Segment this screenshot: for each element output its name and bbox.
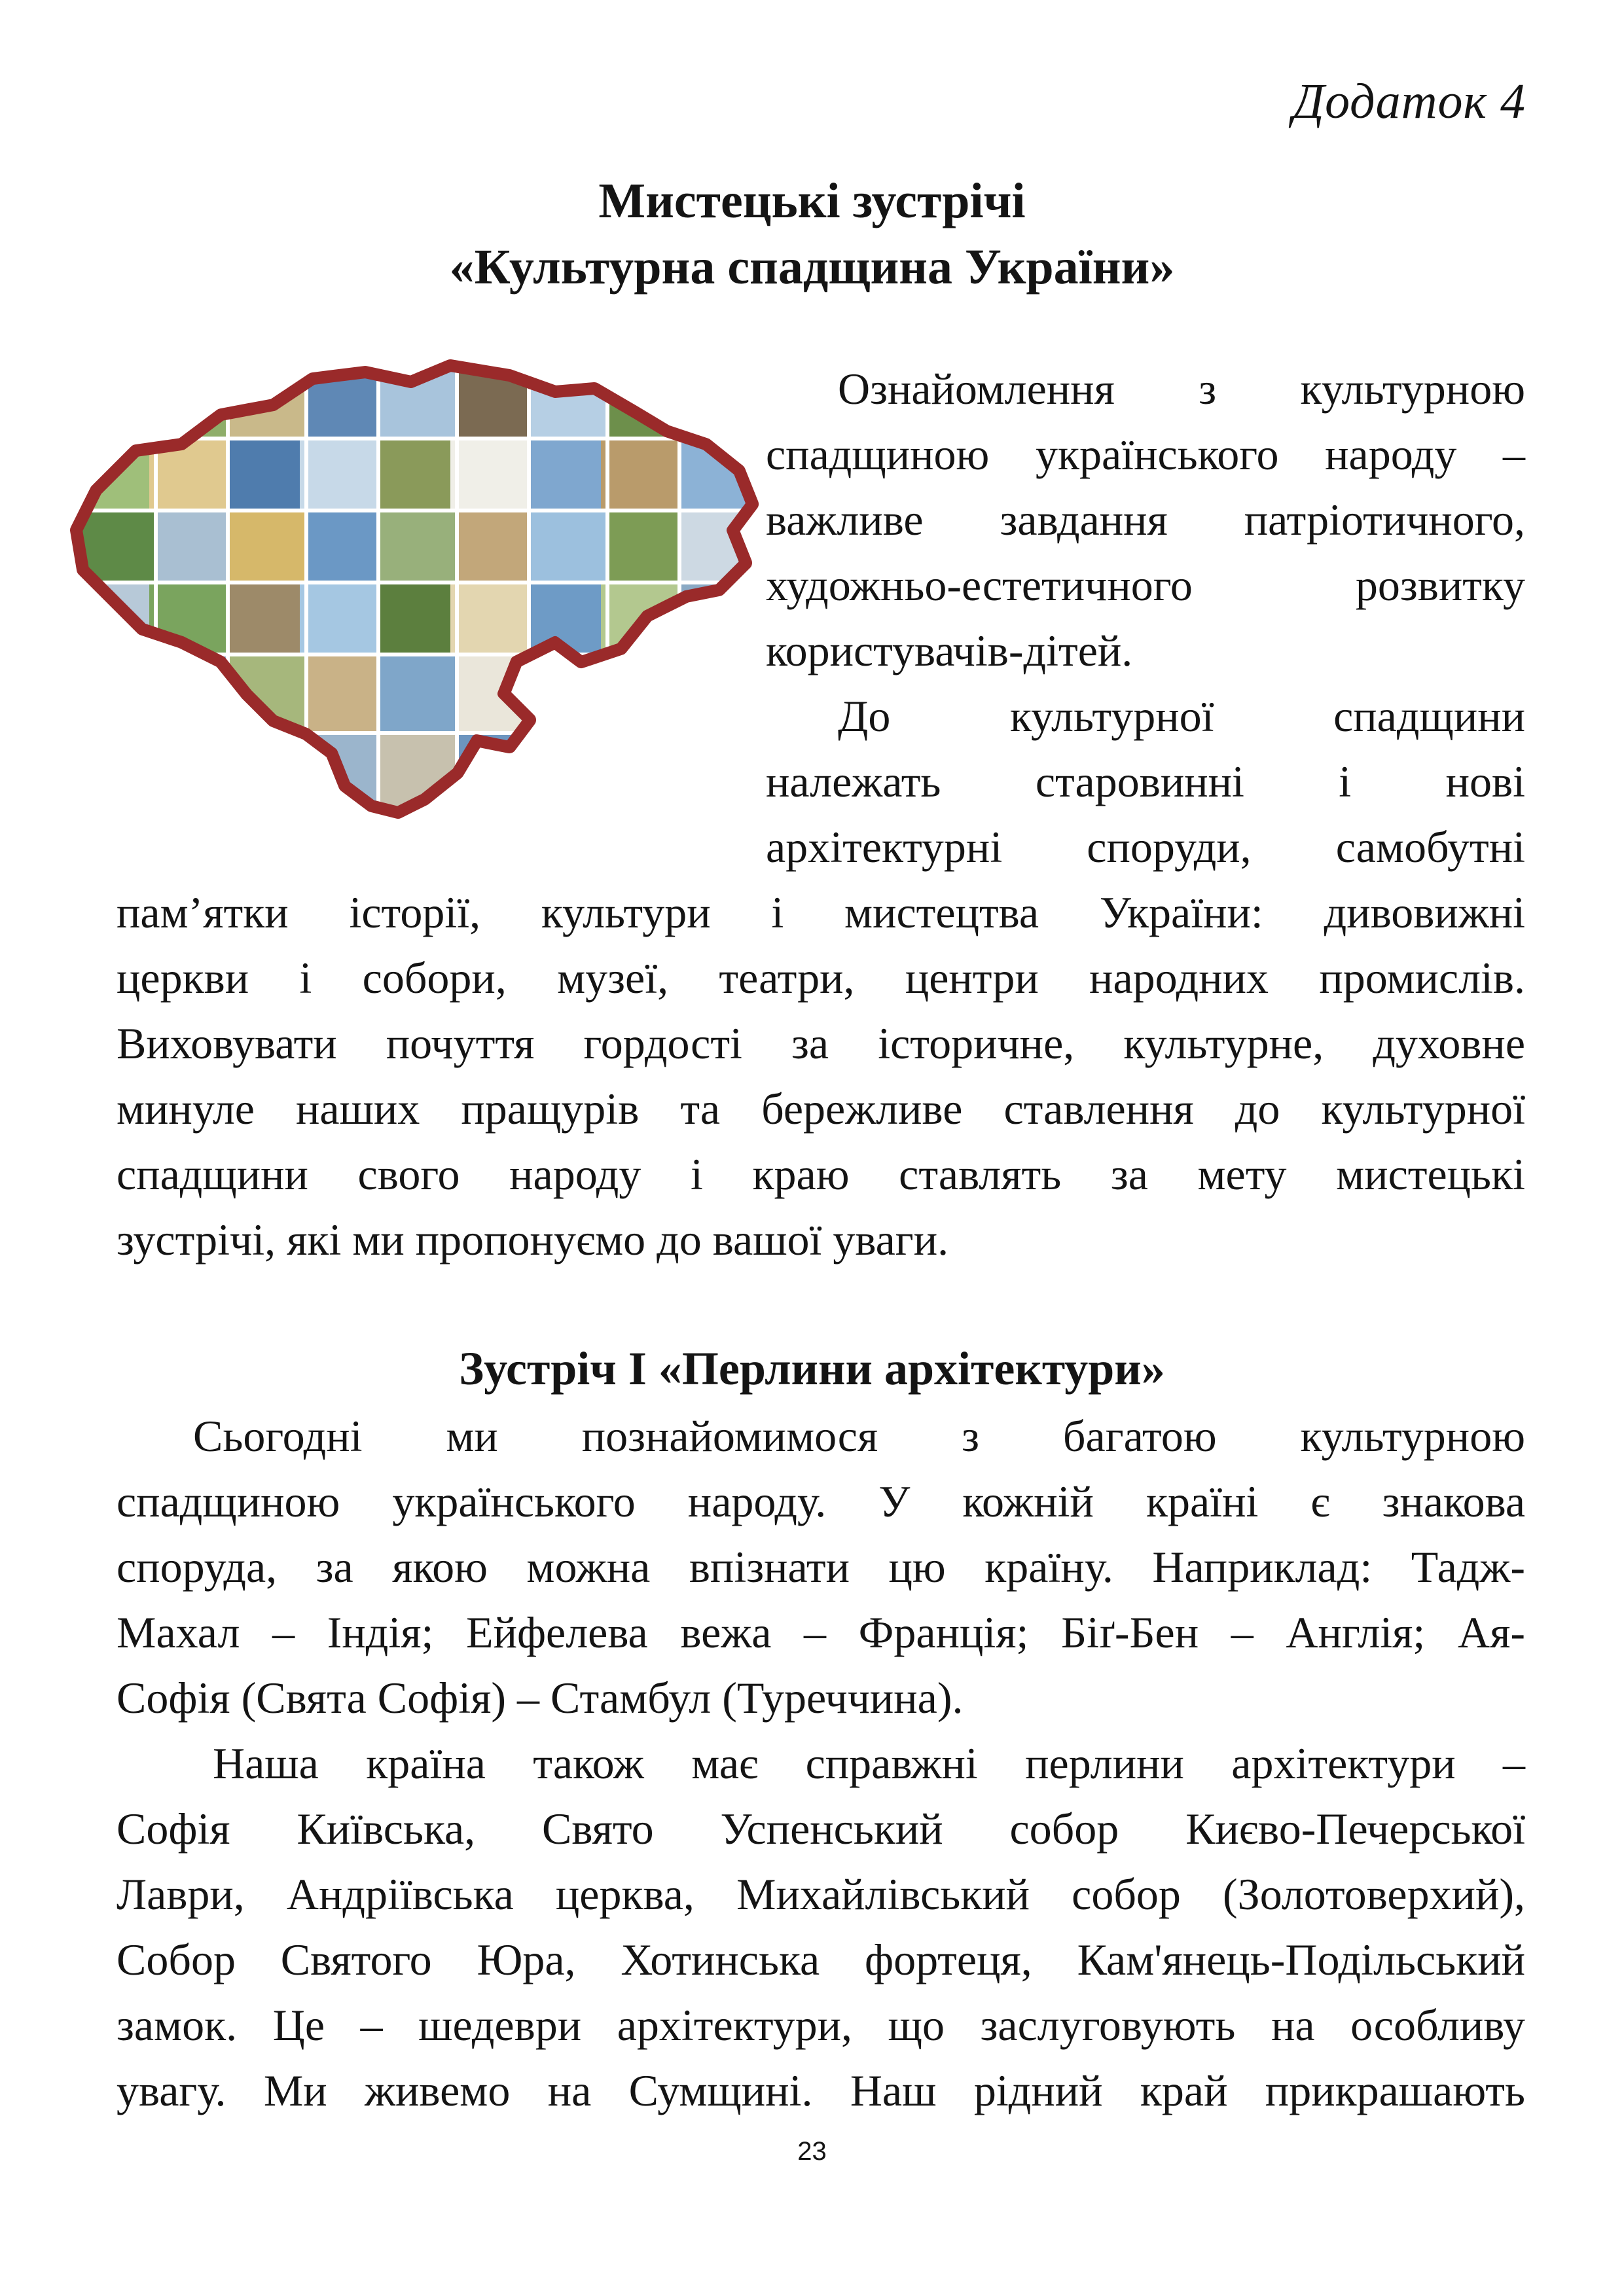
text-line: церкви і собори, музеї, театри, центри народних промислів.	[117, 953, 1525, 1003]
text-line: До культурної спадщини	[838, 691, 1525, 741]
text-line: спадщини свого народу і краю ставлять за мету мистецькі	[117, 1149, 1525, 1199]
page-number: 23	[797, 2137, 827, 2166]
text-line: Софія Київська, Свято Успенський собор Києво-Печерської	[117, 1804, 1525, 1854]
text-line: користувачів-дітей.	[766, 626, 1133, 675]
text-line: належать старовинні і нові	[766, 757, 1525, 806]
text-line: пам’ятки історії, культури і мистецтва України: дивовижні	[117, 888, 1525, 937]
text-line: увагу. Ми живемо на Сумщині. Наш рідний край прикрашають	[117, 2066, 1525, 2115]
text-line: Махал – Індія; Ейфелева вежа – Франція; Біґ-Бен – Англія; Ая-	[117, 1607, 1525, 1657]
text-line: Виховувати почуття гордості за історичне, культурне, духовне	[117, 1018, 1525, 1068]
ukraine-map-collage-icon	[58, 353, 765, 838]
text-line: спадщиною українського народу. У кожній країні є знакова	[117, 1477, 1525, 1526]
text-line: Собор Святого Юра, Хотинська фортеця, Кам'янець-Подільський	[117, 1935, 1525, 1984]
text-line: важливе завдання патріотичного,	[766, 495, 1525, 545]
text-line: Наша країна також має справжні перлини архітектури –	[213, 1738, 1525, 1788]
page-title-line-2: «Культурна спадщина України»	[449, 240, 1175, 295]
text-line: спадщиною українського народу –	[766, 429, 1525, 479]
appendix-label: Додаток 4	[1292, 74, 1526, 129]
text-line: споруда, за якою можна впізнати цю країну. Наприклад: Тадж-	[117, 1542, 1525, 1592]
text-line: зустрічі, які ми пропонуємо до вашої уваги.	[117, 1215, 949, 1265]
text-line: художньо-естетичного розвитку	[766, 560, 1525, 610]
text-line: замок. Це – шедеври архітектури, що заслуговують на особливу	[117, 2000, 1525, 2050]
text-line: Лаври, Андріївська церква, Михайлівський собор (Золотоверхий),	[117, 1869, 1525, 1919]
page-title-line-1: Мистецькі зустрічі	[598, 173, 1026, 228]
text-line: Ознайомлення з культурною	[838, 364, 1525, 414]
text-line: минуле наших пращурів та бережливе ставлення до культурної	[117, 1084, 1525, 1134]
text-line: архітектурні споруди, самобутні	[766, 822, 1525, 872]
text-line: Сьогодні ми познайомимося з багатою культурною	[193, 1411, 1525, 1461]
text-line: Софія (Свята Софія) – Стамбул (Туреччина).	[117, 1673, 964, 1723]
section-title: Зустріч І «Перлини архітектури»	[459, 1342, 1165, 1395]
